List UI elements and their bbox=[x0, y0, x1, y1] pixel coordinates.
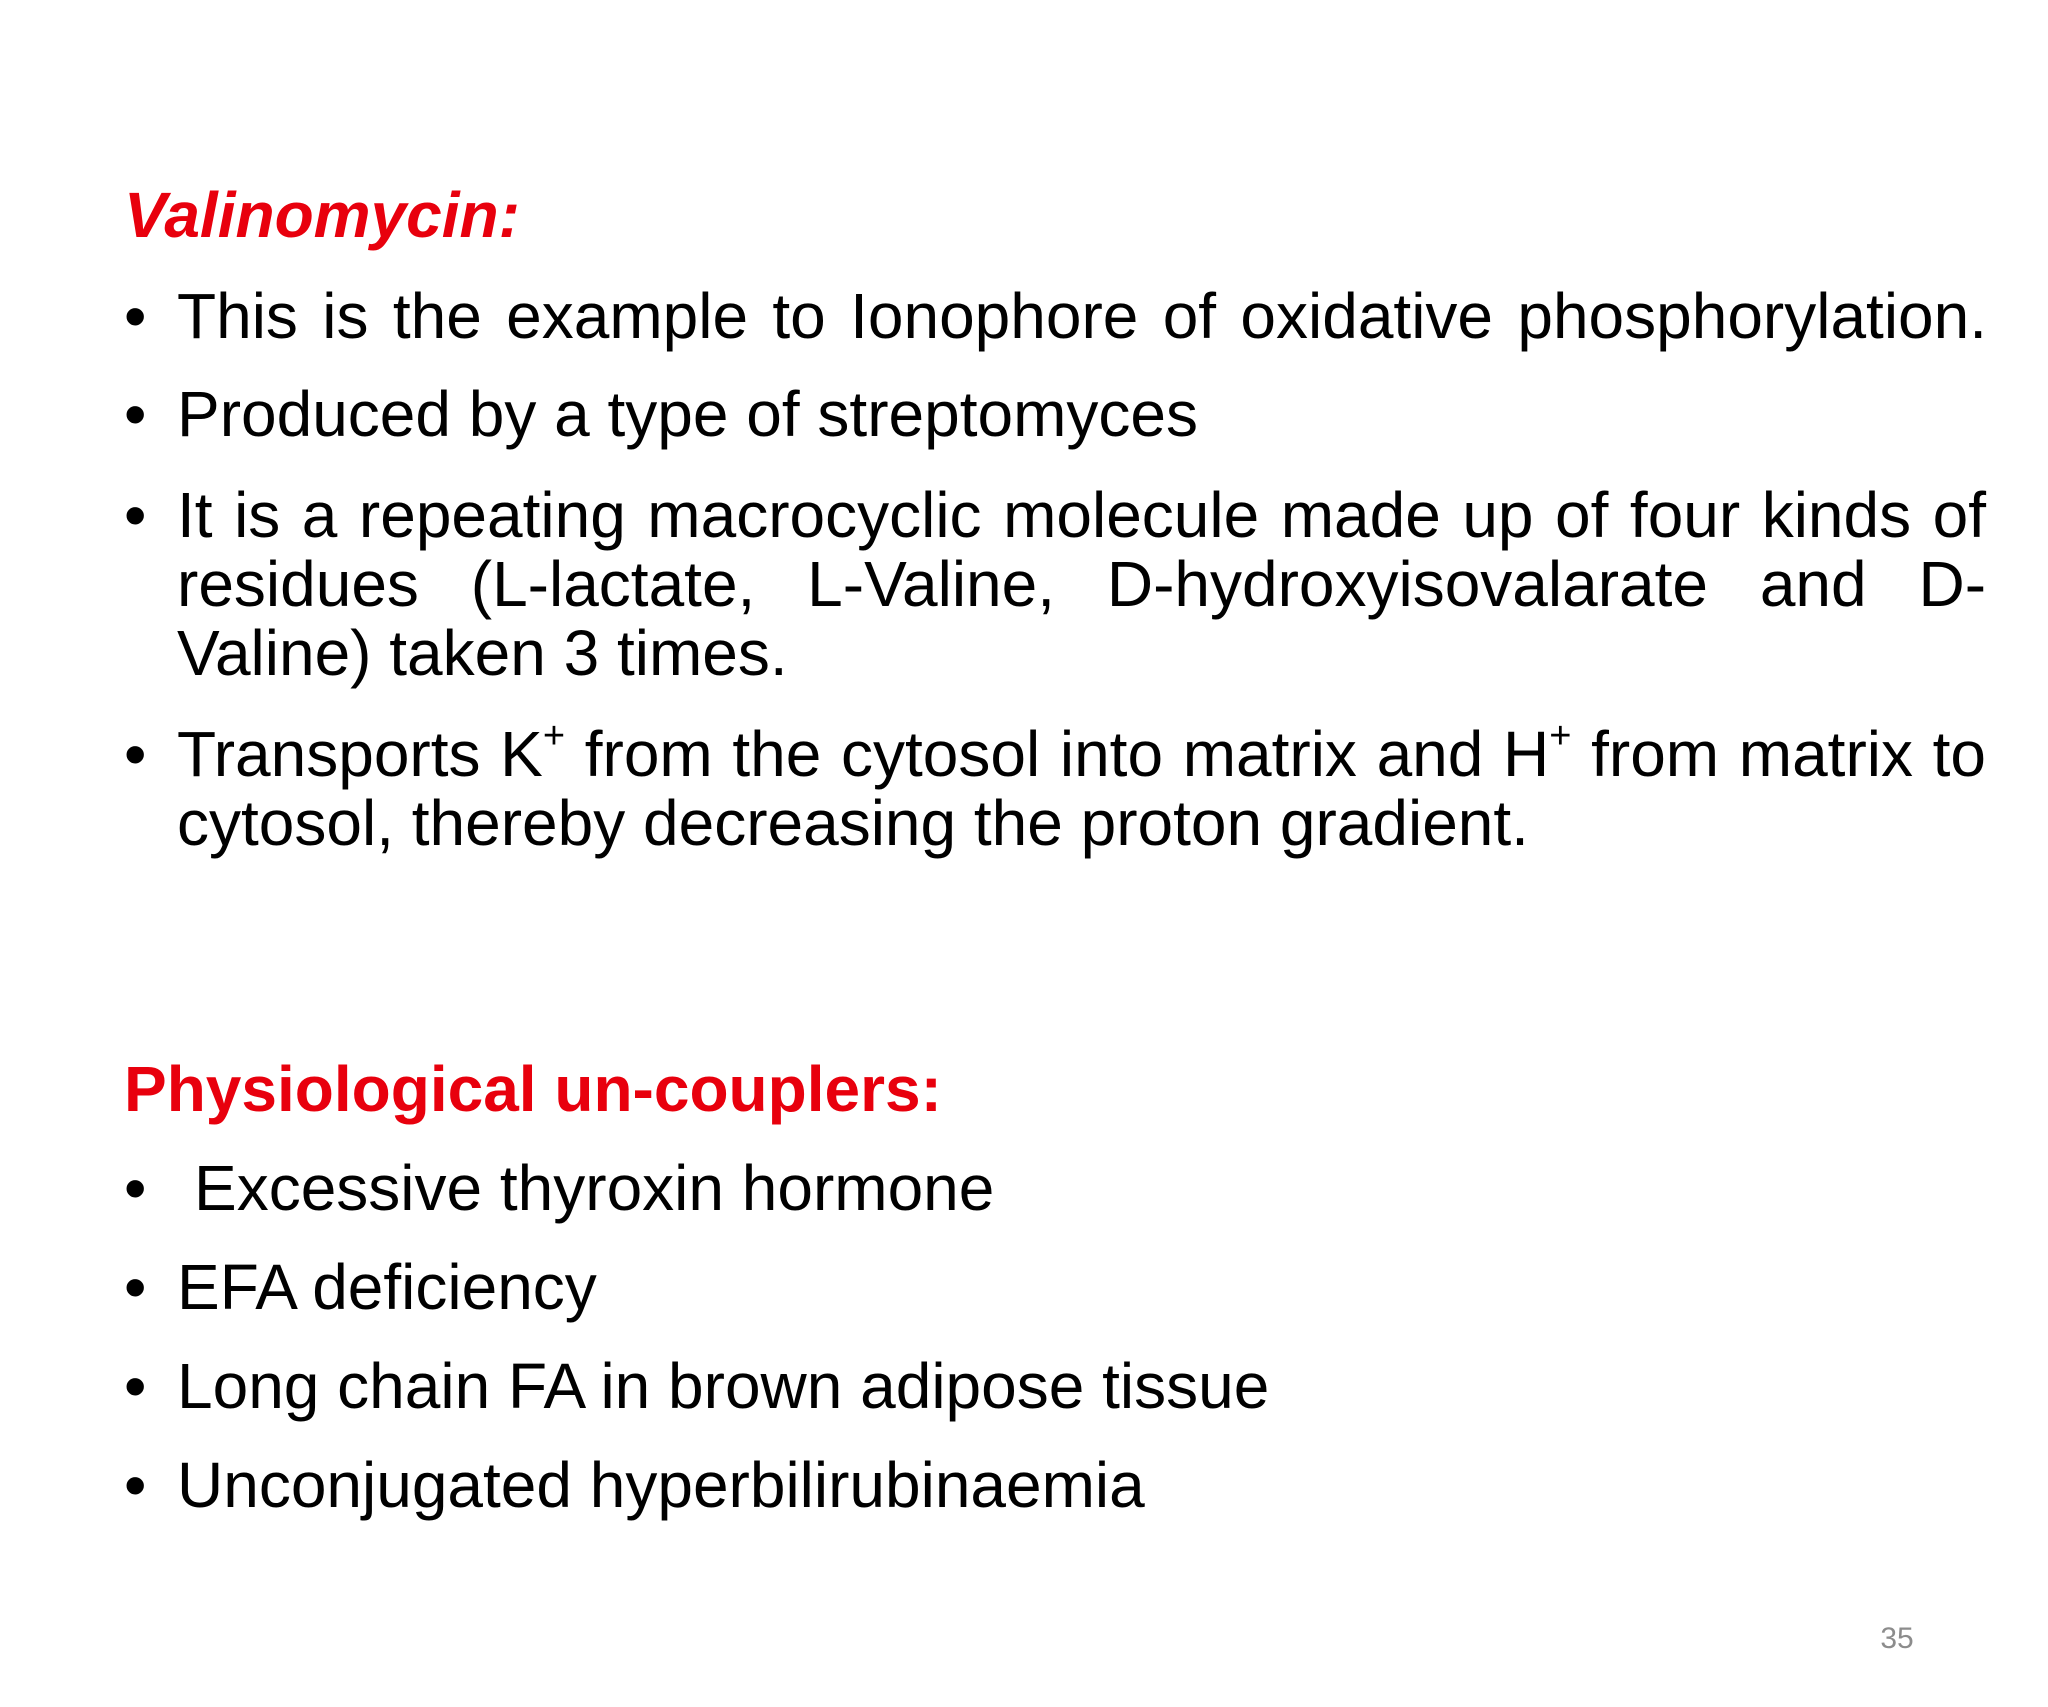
bullet-text-part: from the cytosol into matrix and H bbox=[565, 718, 1550, 790]
superscript-plus: + bbox=[1549, 714, 1572, 757]
bullet-icon: • bbox=[124, 280, 147, 352]
bullet-icon: • bbox=[124, 479, 147, 551]
bullet-text-part: from matrix to cytosol, thereby decreasing the proton gradient. bbox=[177, 718, 1987, 859]
bullet-icon: • bbox=[124, 1251, 147, 1323]
list-item bbox=[124, 1154, 1986, 1223]
bullet-text bbox=[177, 714, 1987, 859]
list-item bbox=[124, 481, 1986, 688]
bullet-icon: • bbox=[124, 1152, 147, 1224]
heading-valinomycin: Valinomycin: bbox=[124, 179, 520, 251]
list-item bbox=[124, 282, 1986, 351]
superscript-plus: + bbox=[542, 714, 566, 757]
heading-physiological-uncouplers: Physiological un-couplers: bbox=[124, 1053, 942, 1125]
bullet-icon: • bbox=[124, 378, 147, 450]
list-item bbox=[124, 1253, 1986, 1322]
bullet-text: EFA deficiency bbox=[177, 1251, 597, 1323]
bullet-text: Produced by a type of streptomyces bbox=[177, 378, 1198, 450]
bullet-text: It is a repeating macrocyclic molecule made up of four kinds of residues (L-lactate, L-Valine, D-hydroxyisovalarate and D-Valine) taken 3 times. bbox=[177, 479, 1986, 689]
bullet-text-part: Transports K bbox=[177, 718, 543, 790]
list-item bbox=[124, 714, 1987, 859]
list-item bbox=[124, 1451, 1986, 1520]
bullet-text: Unconjugated hyperbilirubinaemia bbox=[177, 1449, 1145, 1521]
list-item bbox=[124, 1352, 1986, 1421]
bullet-text: Excessive thyroxin hormone bbox=[194, 1152, 995, 1224]
bullet-icon: • bbox=[124, 718, 147, 790]
bullet-icon: • bbox=[124, 1350, 147, 1422]
bullet-icon: • bbox=[124, 1449, 147, 1521]
uncouplers-bullet-list bbox=[124, 1154, 1986, 1520]
page-number: 35 bbox=[1880, 1622, 1914, 1655]
bullet-text: Long chain FA in brown adipose tissue bbox=[177, 1350, 1270, 1422]
list-item bbox=[124, 380, 1986, 449]
valinomycin-bullet-list bbox=[124, 282, 1986, 858]
bullet-text: This is the example to Ionophore of oxidative phosphorylation. bbox=[177, 280, 1987, 352]
